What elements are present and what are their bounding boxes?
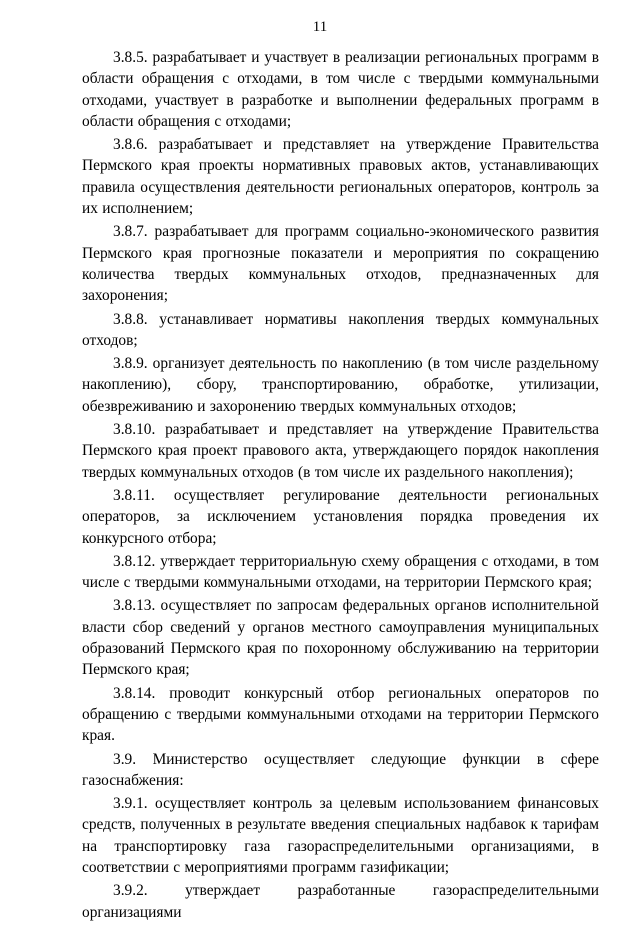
paragraph-3-9: 3.9. Министерство осуществляет следующие функции в сфере газоснабжения: — [82, 750, 599, 789]
paragraph-3-8-13: 3.8.13. осуществляет по запросам федеральных органов исполнительной власти сбор сведений у органов местного самоуправления муниципальных образований Пермского края по похоронному обслуживанию на территории Пермского края; — [82, 597, 599, 679]
paragraph-3-8-7: 3.8.7. разрабатывает для программ социально-экономического развития Пермского края прогнозные показатели и мероприятия по сокращению количества твердых коммунальных отходов, предназначенных для захоронения; — [82, 223, 599, 305]
paragraph-3-9-2: 3.9.2. утверждает разработанные газораспределительными организациями — [82, 882, 599, 921]
page-number: 11 — [312, 19, 328, 35]
paragraph-3-8-8: 3.8.8. устанавливает нормативы накопления твердых коммунальных отходов; — [82, 310, 599, 349]
paragraph-3-8-5: 3.8.5. разрабатывает и участвует в реализации региональных программ в области обращения с отходами, в том числе с твердыми коммунальными отходами, участвует в разработке и выполнении федеральных программ в области обращения с отходами; — [82, 49, 599, 130]
paragraph-3-8-9: 3.8.9. организует деятельность по накоплению (в том числе раздельному накоплению), сбору, транспортированию, обработке, утилизации, обезвреживанию и захоронению твердых коммунальных отходов; — [82, 355, 599, 415]
paragraph-3-8-11: 3.8.11. осуществляет регулирование деятельности региональных операторов, за исключением установления порядка проведения их конкурсного отбора; — [82, 486, 599, 547]
paragraph-3-8-12: 3.8.12. утверждает территориальную схему обращения с отходами, в том числе с твердыми коммунальными отходами, на территории Пермского края; — [82, 552, 599, 592]
paragraph-3-8-6: 3.8.6. разрабатывает и представляет на утверждение Правительства Пермского края проекты нормативных правовых актов, устанавливающих правила осуществления деятельности региональных операторов, контроль за их исполнением; — [82, 136, 599, 218]
paragraph-3-9-1: 3.9.1. осуществляет контроль за целевым использованием финансовых средств, полученных в результате введения специальных надбавок к тарифам на транспортировку газа газораспределительными организациями, в соответствии с мероприятиями программ газификации; — [82, 795, 599, 876]
paragraph-3-8-10: 3.8.10. разрабатывает и представляет на утверждение Правительства Пермского края проект правового акта, утверждающего порядок накопления твердых коммунальных отходов (в том числе их раздельного накопления); — [82, 421, 599, 481]
paragraph-3-8-14: 3.8.14. проводит конкурсный отбор региональных операторов по обращению с твердыми коммунальными отходами на территории Пермского края. — [82, 684, 599, 745]
document-body — [82, 47, 599, 925]
